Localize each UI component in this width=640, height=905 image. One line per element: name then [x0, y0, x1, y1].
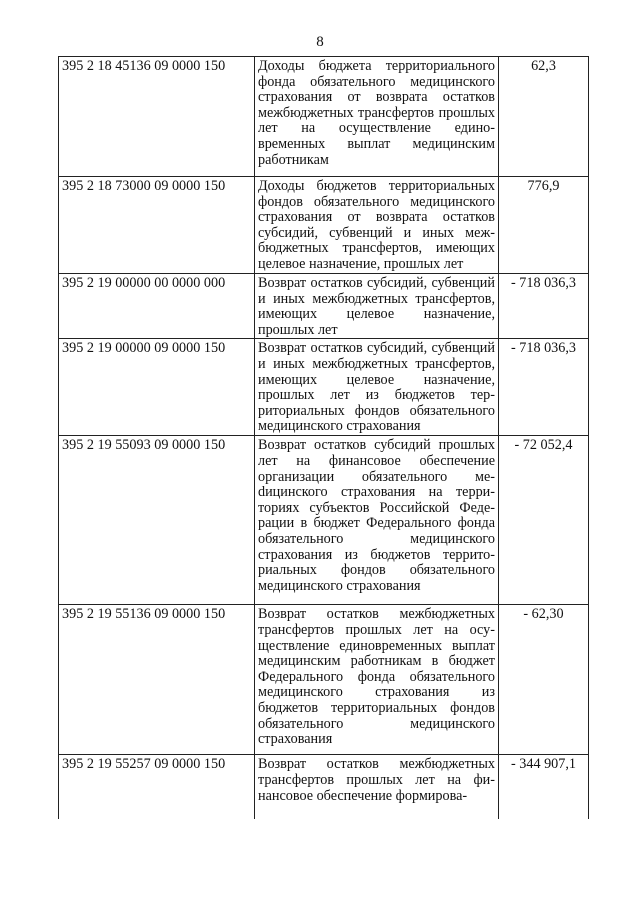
description-text: Доходы бюджета территориального фонда обязательного медицинского страхования от возврата остатков межбюджетных трансфертов прошлых лет на осуществление единовременных выплат медицинским работникам: [258, 58, 495, 168]
description-text: Доходы бюджетов территориальных фондов обязательного медицинского страхования от возврата остатков субсидий, субвенций и иных межбюджетных трансфертов, имеющих целевое назначение, прошлых лет: [258, 178, 495, 272]
budget-code-cell: 395 2 19 55136 09 0000 150: [59, 605, 255, 755]
amount-cell: 776,9: [499, 177, 589, 274]
amount-cell: 62,3: [499, 57, 589, 177]
budget-code-cell: 395 2 19 00000 00 0000 000: [59, 274, 255, 339]
table-row: [59, 605, 589, 755]
budget-revenue-table: [58, 56, 589, 819]
table-row: [59, 339, 589, 436]
description-cell: [255, 57, 499, 177]
amount-cell: - 718 036,3: [499, 274, 589, 339]
budget-code-cell: 395 2 19 55093 09 0000 150: [59, 436, 255, 605]
description-cell: [255, 177, 499, 274]
description-cell: [255, 436, 499, 605]
table-row: [59, 755, 589, 820]
amount-cell: - 72 052,4: [499, 436, 589, 605]
budget-code-cell: 395 2 19 00000 09 0000 150: [59, 339, 255, 436]
amount-cell: - 62,30: [499, 605, 589, 755]
amount-cell: - 718 036,3: [499, 339, 589, 436]
table-row: [59, 436, 589, 605]
amount-cell: - 344 907,1: [499, 755, 589, 820]
description-text: Возврат остатков субсидий, субвенций и иных межбюджетных трансфертов, имеющих целевое назначение, прошлых лет из бюджетов территориальных фондов обязательного медицинского страхования: [258, 340, 495, 435]
table-row: [59, 57, 589, 177]
budget-code-cell: 395 2 19 55257 09 0000 150: [59, 755, 255, 820]
description-text: Возврат остатков субсидий прошлых лет на финансовое обеспечение организации обязательного меdицинского страхования на территориях субъектов Российской Федерации в бюджет Федерального фонда обязательного медицинского страхования из бюджетов территориальных фондов обязательного медицинского страхования: [258, 437, 495, 594]
budget-code-cell: 395 2 18 45136 09 0000 150: [59, 57, 255, 177]
description-text: Возврат остатков межбюджетных трансфертов прошлых лет на осуществление единовременных выплат медицинским работникам в бюджет Федерального фонда обязательного медицинского страхования из бюджетов территориальных фондов обязательного медицинского страхования: [258, 606, 495, 748]
description-cell: [255, 755, 499, 820]
description-cell: [255, 339, 499, 436]
description-text: Возврат остатков субсидий, субвенций и иных межбюджетных трансфертов, имеющих целевое назначение, прошлых лет: [258, 275, 495, 338]
budget-code-cell: 395 2 18 73000 09 0000 150: [59, 177, 255, 274]
page-number: 8: [316, 34, 324, 50]
description-cell: [255, 605, 499, 755]
table-row: [59, 274, 589, 339]
description-text: Возврат остатков межбюджетных трансфертов прошлых лет на финансовое обеспечение формирова-: [258, 756, 495, 804]
description-cell: [255, 274, 499, 339]
table-row: [59, 177, 589, 274]
